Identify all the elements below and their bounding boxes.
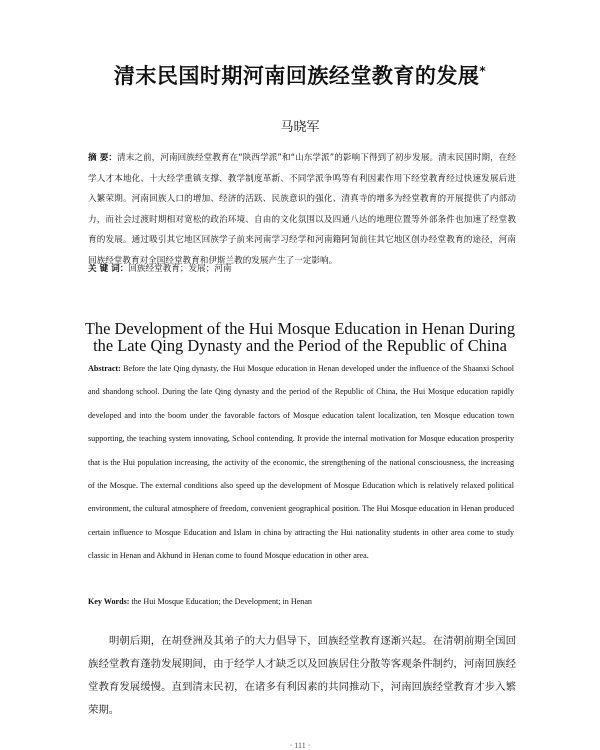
english-keywords-label: Key Words:	[88, 597, 130, 606]
chinese-keywords-label: 关 键 词：	[88, 264, 129, 274]
body-paragraph: 明朝后期，在胡登洲及其弟子的大力倡导下，回族经堂教育逐渐兴起。在清朝前期全国回族经堂教育蓬勃发展期间，由于经学人才缺乏以及回族居住分散等客观条件制约，河南回族经堂教育发展缓慢。直到清末民初，在诸多有利因素的共同推动下，河南回族经堂教育才步入繁荣期。	[88, 635, 516, 716]
english-title-line-1: The Development of the Hui Mosque Education in Henan During	[84, 319, 516, 338]
title-footnote-mark: *	[479, 64, 487, 78]
chinese-title-text: 清末民国时期河南回族经堂教育的发展	[113, 64, 480, 88]
chinese-keywords	[88, 262, 516, 274]
english-keywords-text: the Hui Mosque Education; the Development; in Henan	[131, 597, 312, 606]
chinese-abstract-label: 摘 要：	[88, 153, 118, 163]
english-abstract	[88, 357, 514, 568]
page-number: · 111 ·	[289, 741, 311, 750]
chinese-keywords-text: 回族经堂教育；发展；河南	[128, 264, 232, 274]
english-abstract-text: Before the late Qing dynasty, the Hui Mosque education in Henan developed under the influence of the Shaanxi School and shandong school. During the late Qing dynasty and the period of the Republic of China, the Hui Mosque education rapidly developed and into the boom under the favorable factors of Mosque education talent localization, ten Mosque education town supporting, the teaching system innovating, School contending. It provide the internal motivation for Mosque education prosperity that is the Hui population increasing, the activity of the economic, the strengthening of the national consciousness, the increasing of the Mosque. The external conditions also speed up the development of Mosque Education which is relatively relaxed political environment, the cultural atmosphere of freedom, convenient geographical position. The Hui Mosque education in Henan produced certain influence to Mosque Education and Islam in china by attracting the Hui nationality students in other area come to study classic in Henan and Akhund in Henan come to found Mosque education in other area.	[88, 364, 514, 561]
english-title-line-2: the Late Qing Dynasty and the Period of the Republic of China	[93, 336, 507, 355]
chinese-abstract	[88, 148, 516, 272]
chinese-abstract-text: 清末之前，河南回族经堂教育在“陕西学派”和“山东学派”的影响下得到了初步发展。清末民国时期，在经学人才本地化、十大经学重镇支撑、教学制度革新、不同学派争鸣等有利因素作用下经堂教育经过快速发展后进入繁荣期。河南回族人口的增加、经济的活跃、民族意识的强化、清真寺的增多为经堂教育的开展提供了内部动力，而社会过渡时期相对宽松的政治环境、自由的文化氛围以及四通八达的地理位置等外部条件也加速了经堂教育的发展。通过吸引其它地区回族学子前来河南学习经学和河南籍阿訇前往其它地区创办经堂教育的途径，河南回族经堂教育对全国经堂教育和伊斯兰教的发展产生了一定影响。	[88, 153, 516, 266]
english-keywords	[88, 597, 514, 606]
english-title	[70, 320, 530, 354]
english-abstract-label: Abstract:	[88, 364, 121, 373]
author-name: 马晓军	[280, 120, 320, 135]
chinese-title	[40, 60, 560, 90]
